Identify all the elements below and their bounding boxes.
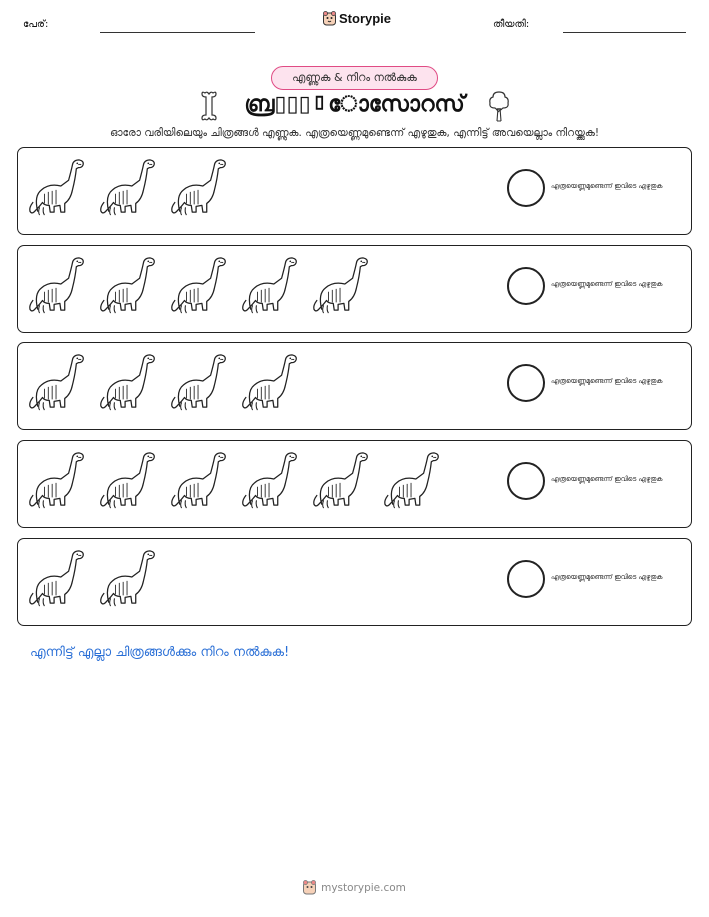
dino-group <box>28 254 370 316</box>
name-write-line[interactable] <box>100 32 255 33</box>
date-label: തീയതി: <box>493 19 530 30</box>
brontosaurus-icon[interactable] <box>383 449 441 511</box>
dino-group <box>28 351 299 413</box>
brontosaurus-icon[interactable] <box>312 449 370 511</box>
tree-icon <box>488 90 510 122</box>
brontosaurus-icon[interactable] <box>99 254 157 316</box>
color-all-note: എന്നിട്ട് എല്ലാ ചിത്രങ്ങൾക്കും നിറം നൽകുക! <box>30 645 290 660</box>
site-url: mystorypie.com <box>321 881 406 894</box>
date-write-line[interactable] <box>563 32 686 33</box>
page-header <box>0 0 709 50</box>
count-answer-circle[interactable] <box>507 560 545 598</box>
brontosaurus-icon[interactable] <box>170 254 228 316</box>
brontosaurus-icon[interactable] <box>99 351 157 413</box>
count-answer-circle[interactable] <box>507 267 545 305</box>
name-label: പേര്: <box>23 19 49 30</box>
count-prompt-label: എത്രയെണ്ണമുണ്ടെന്ന് ഇവിടെ എഴുതുക <box>551 573 663 581</box>
brontosaurus-icon[interactable] <box>28 449 86 511</box>
storypie-logo <box>323 11 391 26</box>
counting-row <box>17 538 692 626</box>
bear-face-icon <box>303 880 316 895</box>
brontosaurus-icon[interactable] <box>99 449 157 511</box>
brontosaurus-icon[interactable] <box>28 547 86 609</box>
dino-group <box>28 547 157 609</box>
counting-row <box>17 342 692 430</box>
brontosaurus-icon[interactable] <box>170 156 228 218</box>
brontosaurus-icon[interactable] <box>241 449 299 511</box>
count-answer-circle[interactable] <box>507 462 545 500</box>
counting-row <box>17 245 692 333</box>
counting-row <box>17 440 692 528</box>
brontosaurus-icon[interactable] <box>241 254 299 316</box>
brontosaurus-icon[interactable] <box>312 254 370 316</box>
activity-badge: എണ്ണുക & നിറം നൽകുക <box>271 66 438 90</box>
brontosaurus-icon[interactable] <box>99 547 157 609</box>
count-prompt-label: എത്രയെണ്ണമുണ്ടെന്ന് ഇവിടെ എഴുതുക <box>551 377 663 385</box>
count-prompt-label: എത്രയെണ്ണമുണ്ടെന്ന് ഇവിടെ എഴുതുക <box>551 182 663 190</box>
count-answer-circle[interactable] <box>507 364 545 402</box>
brontosaurus-icon[interactable] <box>170 449 228 511</box>
counting-row <box>17 147 692 235</box>
instructions: ഓരോ വരിയിലെയും ചിത്രങ്ങൾ എണ്ണുക. എത്രയെണ്ണമുണ്ടെന്ന് എഴുതുക, എന്നിട്ട് അവയെല്ലാം നിറയ്ക്കുക! <box>109 127 600 139</box>
count-prompt-label: എത്രയെണ്ണമുണ്ടെന്ന് ഇവിടെ എഴുതുക <box>551 475 663 483</box>
dino-group <box>28 156 228 218</box>
site-footer <box>0 880 709 895</box>
brontosaurus-icon[interactable] <box>170 351 228 413</box>
count-answer-circle[interactable] <box>507 169 545 207</box>
dino-group <box>28 449 441 511</box>
page-title: ബ്ര▯▯▯▯ോസോറസ് <box>244 92 465 117</box>
brand-name: Storypie <box>339 11 392 26</box>
brontosaurus-icon[interactable] <box>241 351 299 413</box>
brontosaurus-icon[interactable] <box>28 156 86 218</box>
brontosaurus-icon[interactable] <box>28 254 86 316</box>
title-row <box>0 90 709 124</box>
count-prompt-label: എത്രയെണ്ണമുണ്ടെന്ന് ഇവിടെ എഴുതുക <box>551 280 663 288</box>
brontosaurus-icon[interactable] <box>28 351 86 413</box>
bear-face-icon <box>323 11 336 26</box>
brontosaurus-icon[interactable] <box>99 156 157 218</box>
